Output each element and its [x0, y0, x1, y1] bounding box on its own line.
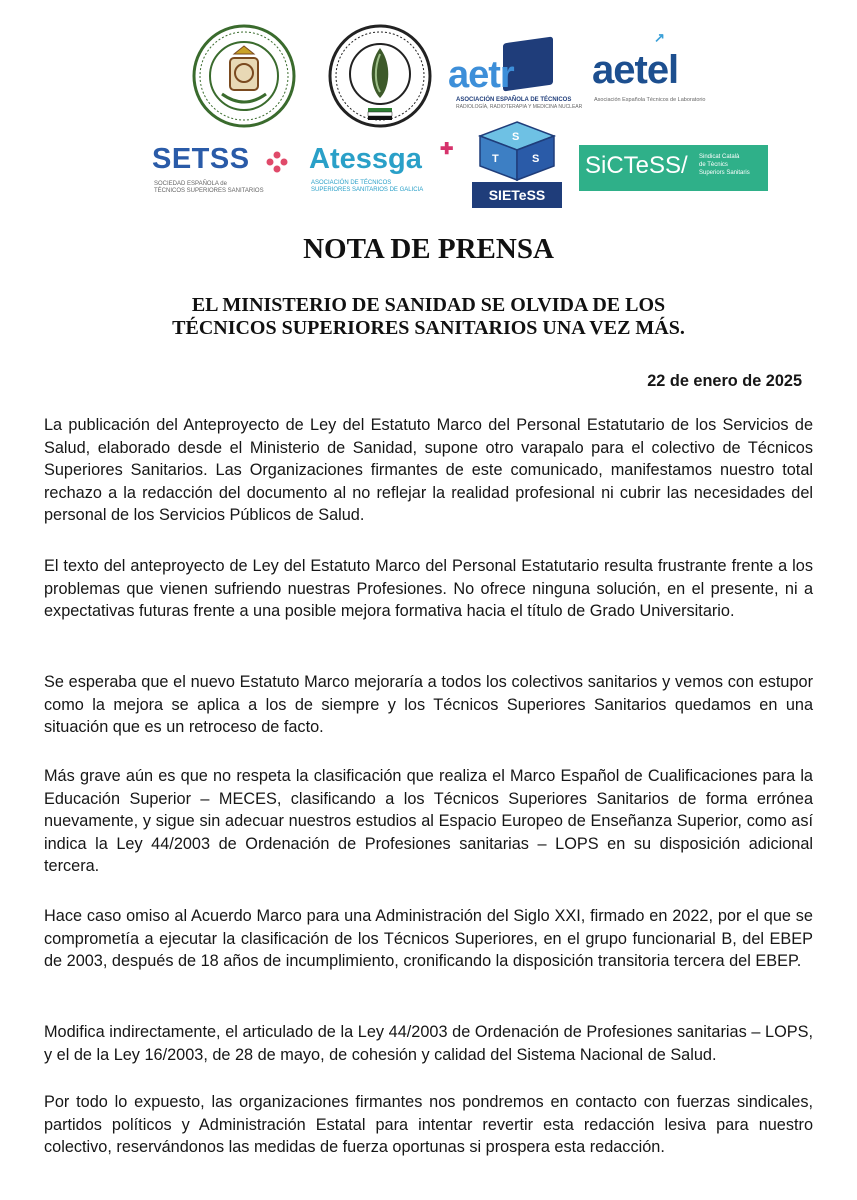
- seal-2-icon: [328, 24, 432, 128]
- atessga-wordmark: Atessga: [309, 143, 422, 175]
- atessga-subtitle-2: SUPERIORES SANITARIOS DE GALICIA: [311, 187, 424, 193]
- aetr-wordmark: aetr: [448, 54, 514, 96]
- setss-logo: [152, 143, 294, 198]
- aetr-logo: [448, 40, 583, 110]
- paragraph-7: Por todo lo expuesto, las organizaciones firmantes nos pondremos en contacto con fuerzas sindicales, partidos políticos y Administración Estatal para intentar revertir esta redacción lesiva para nuestro colectivo, reservándonos las medidas de fuerza oportunas si prospera esta redacción.: [44, 1093, 813, 1157]
- sictess-logo: [579, 145, 768, 191]
- subheading: [0, 294, 857, 340]
- setss-subtitle-2: TÉCNICOS SUPERIORES SANITARIOS: [154, 188, 264, 194]
- sictess-wordmark: SiCTeSS/: [585, 152, 688, 179]
- paragraph-4: Más grave aún es que no respeta la clasificación que realiza el Marco Español de Cualificaciones para la Educación Superior – MECES, clasificando a los Técnicos Superiores Sanitarios de forma errónea nuevamente, y sigue sin adecuar nuestros estudios al Espacio Europeo de Enseñanza Superior, como así indica la Ley 44/2003 de Ordenación de Profesiones sanitarias – LOPS en su disposición adicional tercera.: [44, 767, 813, 876]
- aetr-subtitle-2: RADIOLOGÍA, RADIOTERAPIA Y MEDICINA NUCLEAR: [456, 104, 583, 110]
- atessga-cross-icon: ✚: [440, 141, 454, 158]
- sieteSS-cube-icon: [476, 120, 558, 182]
- setss-wordmark: SETSS: [152, 143, 250, 175]
- seal-1-icon: [192, 24, 296, 128]
- sictess-subtitle: Sindicat Català: [699, 154, 740, 160]
- paragraph-6: Modifica indirectamente, el articulado de la Ley 44/2003 de Ordenación de Profesiones sanitarias – LOPS, y el de la Ley 16/2003, de 28 de mayo, de cohesión y calidad del Sistema Nacional de Salud.: [44, 1023, 813, 1064]
- tecnicos-laboratorio-extremadura-seal-logo: [328, 24, 432, 133]
- subheading-line-2: TÉCNICOS SUPERIORES SANITARIOS UNA VEZ MÁS.: [172, 317, 685, 339]
- atessga-subtitle: ASOCIACIÓN DE TÉCNICOS: [311, 180, 392, 186]
- colegio-tecnicos-sanitarios-valencia-seal-logo: [192, 24, 296, 133]
- setss-dots-icon: [266, 151, 288, 173]
- aetr-subtitle: ASOCIACIÓN ESPAÑOLA DE TÉCNICOS: [456, 97, 572, 103]
- aetel-wordmark: aetel: [592, 48, 679, 92]
- paragraph-1: La publicación del Anteproyecto de Ley del Estatuto Marco del Personal Estatutario de los Servicios de Salud, elaborado desde el Ministerio de Sanidad, supone otro varapalo para el colectivo de Técnicos Superiores Sanitarios. Las Organizaciones firmantes de este comunicado, manifestamos nuestro total rechazo a la redacción del documento al no reflejar la realidad profesional ni cubrir las necesidades del personal de los Servicios Públicos de Salud.: [44, 416, 813, 525]
- sieteSS-logo: [472, 120, 562, 210]
- page-title: NOTA DE PRENSA: [303, 233, 554, 265]
- svg-text:T: T: [492, 153, 499, 165]
- aetel-mark-icon: ↗: [654, 30, 665, 45]
- setss-subtitle: SOCIEDAD ESPAÑOLA de: [154, 181, 227, 187]
- paragraph-2: El texto del anteproyecto de Ley del Estatuto Marco del Personal Estatutario resulta frustrante frente a los problemas que vienen sufriendo nuestras Profesiones. No ofrece ninguna solución, en el presente, ni a expectativas futuras frente a una posible mejora formativa hacia el título de Grado Universitario.: [44, 557, 813, 621]
- aetel-subtitle: Asociación Española Técnicos de Laboratorio: [594, 97, 706, 103]
- atessga-logo: [309, 143, 459, 198]
- sieteSS-wordmark: SIETeSS: [472, 182, 562, 208]
- paragraph-5: Hace caso omiso al Acuerdo Marco para una Administración del Siglo XXI, firmado en 2022, por el que se comprometía a ejecutar la clasificación de los Técnicos Superiores, en el grupo funcionarial B, del EBEP de 2003, después de 18 años de incumplimiento, cronificando la disposición transitoria tercera del EBEP.: [44, 907, 813, 971]
- svg-text:S: S: [512, 131, 520, 143]
- aetel-logo: [592, 30, 716, 110]
- sictess-subtitle-3: Superiors Sanitaris: [699, 170, 750, 176]
- svg-text:S: S: [532, 153, 540, 165]
- paragraph-3: Se esperaba que el nuevo Estatuto Marco mejoraría a todos los colectivos sanitarios y vemos con estupor como la mejora se aplica a los de siempre y los Técnicos Superiores Sanitarios quedamos en una situación que es un retroceso de facto.: [44, 673, 813, 737]
- subheading-line-1: EL MINISTERIO DE SANIDAD SE OLVIDA DE LOS: [191, 294, 666, 316]
- sictess-subtitle-2: de Tècnics: [699, 162, 728, 168]
- press-date: 22 de enero de 2025: [647, 372, 802, 390]
